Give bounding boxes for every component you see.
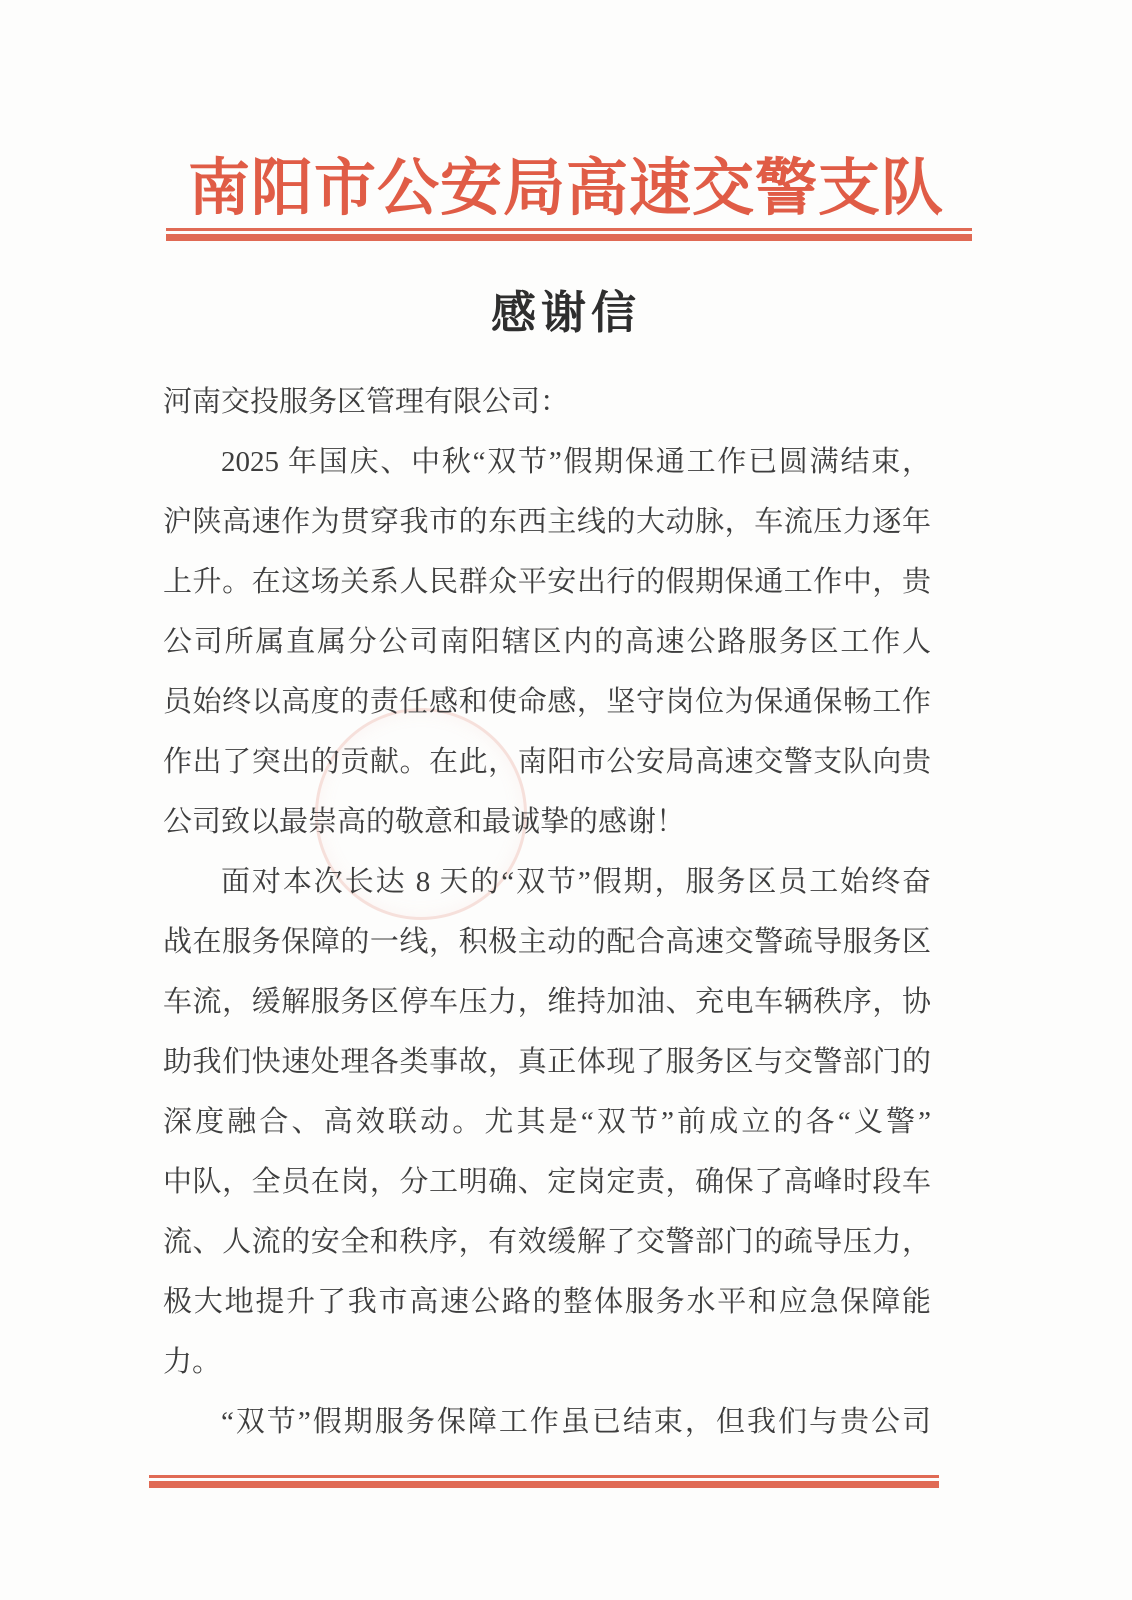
body-line: 上升。在这场关系人民群众平安出行的假期保通工作中，贵 xyxy=(163,566,931,598)
document-title: 感谢信 xyxy=(490,288,641,338)
body-line: 力。 xyxy=(163,1346,222,1378)
body-line: 极大地提升了我市高速公路的整体服务水平和应急保障能 xyxy=(163,1286,931,1318)
body-line: 流、人流的安全和秩序，有效缓解了交警部门的疏导压力， xyxy=(163,1226,931,1258)
body-line: 公司所属直属分公司南阳辖区内的高速公路服务区工作人 xyxy=(163,626,931,658)
body-line: 2025 年国庆、中秋“双节”假期保通工作已圆满结束， xyxy=(221,446,931,478)
body-line: 员始终以高度的责任感和使命感，坚守岗位为保通保畅工作 xyxy=(163,686,931,718)
body-line: 沪陕高速作为贯穿我市的东西主线的大动脉，车流压力逐年 xyxy=(163,506,931,538)
body-line: 战在服务保障的一线，积极主动的配合高速交警疏导服务区 xyxy=(163,926,931,958)
body-line: “双节”假期服务保障工作虽已结束，但我们与贵公司 xyxy=(221,1406,931,1438)
letterhead-divider-thick-line xyxy=(166,234,972,241)
body-line: 河南交投服务区管理有限公司： xyxy=(163,386,570,418)
footer-divider xyxy=(149,1475,939,1488)
body-line: 深度融合、高效联动。尤其是“双节”前成立的各“义警” xyxy=(163,1106,931,1138)
letter-body xyxy=(163,372,931,1452)
body-line: 中队，全员在岗，分工明确、定岗定责，确保了高峰时段车 xyxy=(163,1166,931,1198)
body-line: 面对本次长达 8 天的“双节”假期，服务区员工始终奋 xyxy=(221,866,931,898)
footer-divider-thick-line xyxy=(149,1481,939,1488)
body-line: 作出了突出的贡献。在此，南阳市公安局高速交警支队向贵 xyxy=(163,746,931,778)
body-line: 车流，缓解服务区停车压力，维持加油、充电车辆秩序，协 xyxy=(163,986,931,1018)
body-line: 助我们快速处理各类事故，真正体现了服务区与交警部门的 xyxy=(163,1046,931,1078)
body-line: 公司致以最崇高的敬意和最诚挚的感谢！ xyxy=(163,806,686,838)
letterhead-divider xyxy=(166,228,972,241)
letterhead-org-title: 南阳市公安局高速交警支队 xyxy=(187,155,944,223)
